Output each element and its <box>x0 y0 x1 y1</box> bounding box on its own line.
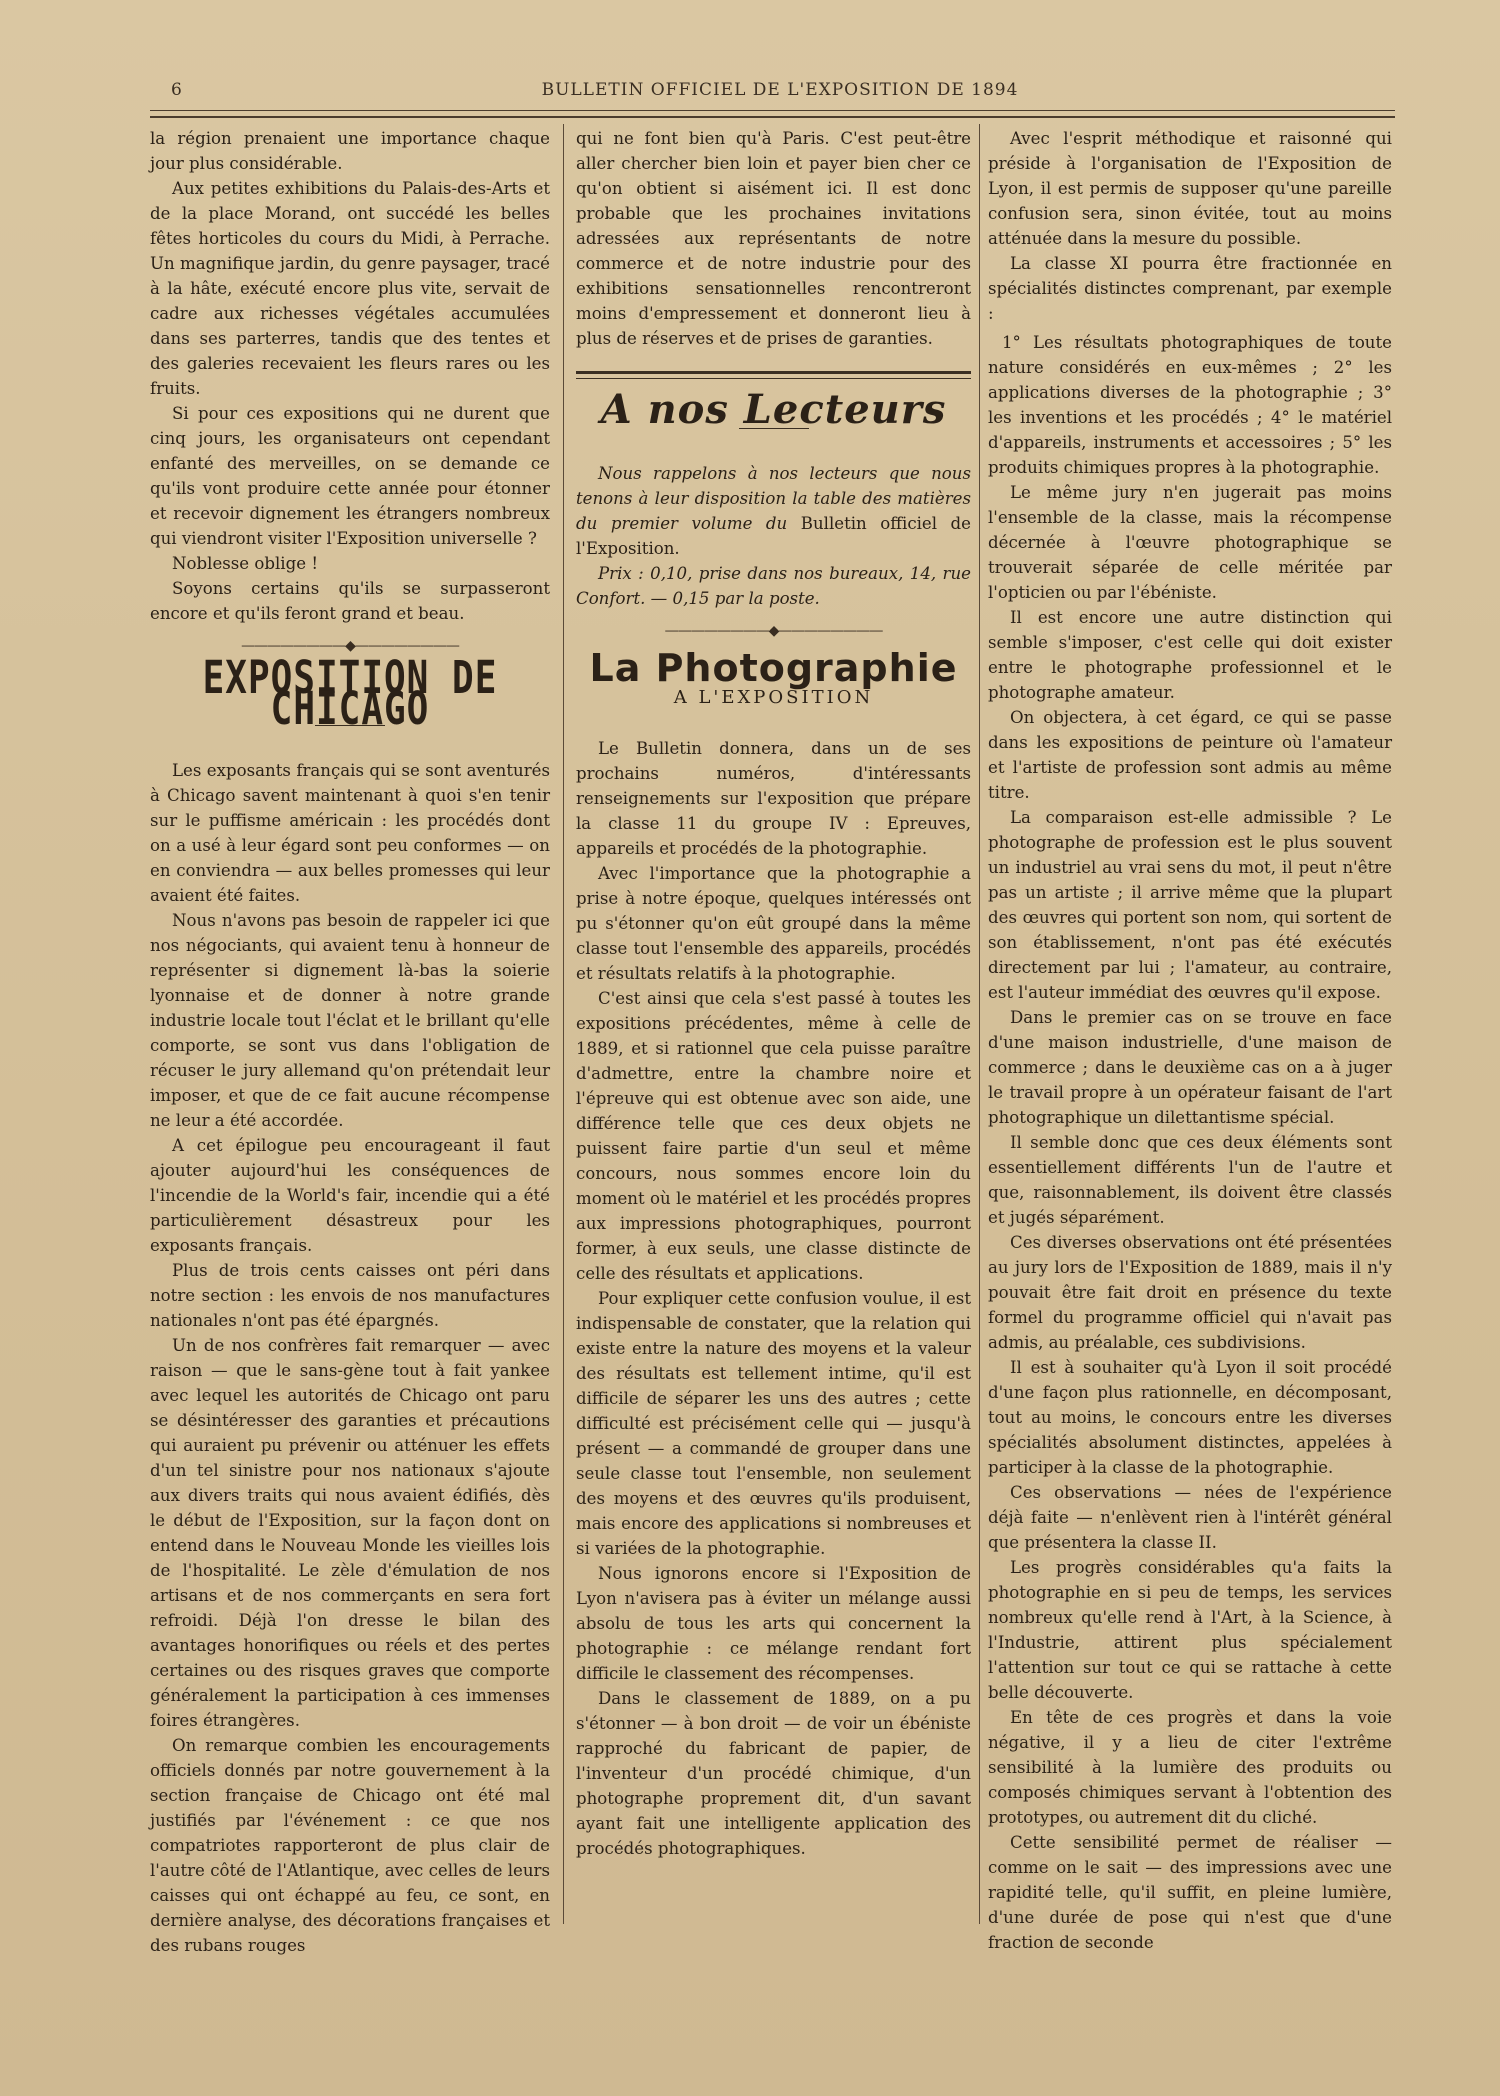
paragraph: Ces diverses observations ont été présentées au jury lors de l'Exposition de 1889, mais il n'y pouvait être fait droit en présence du texte formel du programme officiel qui n'avait pas admis, au préalable, ces subdivisions. <box>988 1233 1392 1352</box>
paragraph: Dans le classement de 1889, on a pu s'étonner — à bon droit — de voir un ébéniste rapproché du fabricant de papier, de l'inventeur d'un procédé chimique, d'un photographe proprement dit, d'un savant ayant fait une intelligente application des procédés photographiques. <box>576 1689 971 1858</box>
paragraph: Dans le premier cas on se trouve en face d'une maison industrielle, d'une maison de commerce ; dans le deuxième cas on a à juger le travail propre à un opérateur faisant de l'art photographique un dilettantisme spécial. <box>988 1008 1392 1127</box>
paragraph: Noblesse oblige ! <box>172 554 318 573</box>
running-title: BULLETIN OFFICIEL DE L'EXPOSITION DE 1894 <box>541 80 1019 100</box>
lecteurs-notice <box>576 461 971 611</box>
paragraph: Avec l'importance que la photographie a prise à notre époque, quelques intéressés ont pu s'étonner qu'on eût groupé dans la même classe tout l'ensemble des appareils, procédés et résultats relatifs à la photographie. <box>576 864 971 983</box>
paragraph: Aux petites exhibitions du Palais-des-Arts et de la place Morand, ont succédé les belles fêtes horticoles du cours du Midi, à Perrache. Un magnifique jardin, du genre paysager, tracé à la hâte, exécuté encore plus vite, servait de cadre aux richesses végétales accumulées dans ses parterres, tandis que des tentes et des galeries recevaient les fleurs rares ou les fruits. <box>150 179 550 398</box>
paragraph: Avec l'esprit méthodique et raisonné qui préside à l'organisation de l'Exposition de Lyon, il est permis de supposer qu'une pareille confusion sera, sinon évitée, tout au moins atténuée dans la mesure du possible. <box>988 129 1392 248</box>
paragraph: Un de nos confrères fait remarquer — avec raison — que le sans-gène tout à fait yankee avec lequel les autorités de Chicago ont paru se désintéresser des garanties et précautions qui auraient pu prévenir ou atténuer les effets d'un tel sinistre pour nos nationaux s'ajoute aux divers traits qui nous avaient édifiés, dès le début de l'Exposition, sur la façon dont on entend dans le Nouveau Monde les vieilles lois de l'hospitalité. Le zèle d'émulation de nos artisans et de nos commerçants en sera fort refroidi. Déjà l'on dresse le bilan des avantages honorifiques ou réels et des pertes certaines ou des risques graves que comporte généralement la participation à ces immenses foires étrangères. <box>150 1336 550 1730</box>
double-rule <box>576 371 971 379</box>
column-divider <box>563 124 564 1924</box>
paragraph: qui ne font bien qu'à Paris. C'est peut-être aller chercher bien loin et payer bien cher ce qu'on obtient si aisément ici. Il est donc probable que les prochaines invitations adressées aux représentants de notre commerce et de notre industrie pour des exhibitions sensationnelles rencontreront moins d'empressement et donneront lieu à plus de réserves et de prises de garanties. <box>576 129 971 348</box>
paragraph: On objectera, à cet égard, ce qui se passe dans les expositions de peinture où l'amateur et l'artiste de profession sont admis au même titre. <box>988 708 1392 802</box>
paragraph: Le Bulletin donnera, dans un de ses prochains numéros, d'intéressants renseignements sur l'exposition que prépare la classe 11 du groupe IV : Epreuves, appareils et procédés de la photographie. <box>576 739 971 858</box>
column-divider <box>979 124 980 1924</box>
paragraph: la région prenaient une importance chaque jour plus considérable. <box>150 129 550 173</box>
paragraph: Plus de trois cents caisses ont péri dans notre section : les envois de nos manufactures nationales n'ont pas été épargnés. <box>150 1261 550 1330</box>
lecteurs-heading: A nos Lecteurs <box>600 386 947 433</box>
chicago-heading: EXPOSITION DE CHICAGO <box>202 652 498 736</box>
paragraph: Le même jury n'en jugerait pas moins l'ensemble de la classe, mais la récompense décernée à l'œuvre photographique se trouverait séparée de celle méritée par l'opticien ou par l'ébéniste. <box>988 483 1392 602</box>
paragraph: A cet épilogue peu encourageant il faut ajouter aujourd'hui les conséquences de l'incendie de la World's fair, incendie qui a été particulièrement désastreux pour les exposants français. <box>150 1136 550 1255</box>
page-number: 6 <box>171 80 183 100</box>
header-rule <box>150 110 1395 111</box>
paragraph: La classe XI pourra être fractionnée en spécialités distinctes comprenant, par exemple : <box>988 254 1392 323</box>
photo-heading: La Photographie <box>589 646 958 690</box>
header-rule-thick <box>150 116 1395 118</box>
paragraph: La comparaison est-elle admissible ? Le photographe de profession est le plus souvent un industriel au vrai sens du mot, il peut n'être pas un artiste ; il arrive même que la plupart des œuvres qui portent son nom, qui sortent de son établissement, n'ont pas été exécutés directement par lui ; l'amateur, au contraire, est l'auteur immédiat des œuvres qu'il expose. <box>988 808 1392 1002</box>
paragraph: Les exposants français qui se sont aventurés à Chicago savent maintenant à quoi s'en tenir sur le puffisme américain : les procédés dont on a usé à leur égard sont peu conformes — on en conviendra — aux belles promesses qui leur avaient été faites. <box>150 761 550 905</box>
paragraph: Il semble donc que ces deux éléments sont essentiellement différents l'un de l'autre et que, raisonnablement, ils doivent être classés et jugés séparément. <box>988 1133 1392 1227</box>
paragraph: Si pour ces expositions qui ne durent que cinq jours, les organisateurs ont cependant enfanté des merveilles, on se demande ce qu'ils vont produire cette année pour étonner et recevoir dignement les étrangers nombreux qui viendront visiter l'Exposition universelle ? <box>150 404 550 548</box>
paragraph: C'est ainsi que cela s'est passé à toutes les expositions précédentes, même à celle de 1889, et si rationnel que cela puisse paraître d'admettre, entre la chambre noire et l'épreuve qui est obtenue avec son aide, une différence telle que ces deux objets ne puissent faire partie d'un seul et même concours, nous sommes encore loin du moment où le matériel et les procédés propres aux impressions photographiques, pourront former, à eux seuls, une classe distincte de celle des résultats et applications. <box>576 989 971 1283</box>
paragraph: Il est encore une autre distinction qui semble s'imposer, c'est celle qui doit exister entre le photographe professionnel et le photographe amateur. <box>988 608 1392 702</box>
paragraph: Ces observations — nées de l'expérience déjà faite — n'enlèvent rien à l'intérêt général que présentera la classe II. <box>988 1483 1392 1552</box>
list-paragraph: 1° Les résultats photographiques de toute nature considérés en eux-mêmes ; 2° les applications diverses de la photographie ; 3° les inventions et les procédés ; 4° le matériel d'appareils, instruments et accessoires ; 5° les produits chimiques propres à la photographie. <box>988 333 1392 477</box>
paragraph: Il est à souhaiter qu'à Lyon il soit procédé d'une façon plus rationnelle, en décomposant, tout au moins, le concours entre les diverses spécialités absolument distinctes, appelées à participer à la classe de la photographie. <box>988 1358 1392 1477</box>
lecteurs-text: Nous rappelons à nos lecteurs que nous tenons à leur disposition la table des matières du premier volume du <box>576 464 971 533</box>
lecteurs-price: Prix : 0,10, prise dans nos bureaux, 14, rue Confort. — 0,15 par la poste. <box>576 564 971 608</box>
paragraph: Pour expliquer cette confusion voulue, il est indispensable de constater, que la relation qui existe entre la nature des moyens et la valeur des résultats est tellement intime, qu'il est difficile de séparer les uns des autres ; cette difficulté est précisément celle qui — jusqu'à présent — a commandé de grouper dans une seule classe tout l'ensemble, non seulement des moyens et des œuvres qu'ils produisent, mais encore des applications si nombreuses et si variées de la photographie. <box>576 1289 971 1558</box>
ornament-divider: ————————◆———————— <box>241 638 459 654</box>
lecteurs-text-bulletin: Bulletin officiel de l'Exposition. <box>576 514 971 558</box>
paragraph: Soyons certains qu'ils se surpasseront encore et qu'ils feront grand et beau. <box>150 579 550 623</box>
photo-subheading: A L'EXPOSITION <box>673 687 874 708</box>
paragraph: Les progrès considérables qu'a faits la photographie en si peu de temps, les services nombreux qu'elle rend à l'Art, à la Science, à l'Industrie, attirent plus spécialement l'attention sur tout ce qui se rattache à cette belle découverte. <box>988 1558 1392 1702</box>
paragraph: En tête de ces progrès et dans la voie négative, il y a lieu de citer l'extrême sensibilité à la lumière des produits ou composés chimiques servant à l'obtention des prototypes, ou autrement dit du cliché. <box>988 1708 1392 1827</box>
paragraph: Nous n'avons pas besoin de rappeler ici que nos négociants, qui avaient tenu à honneur de représenter si dignement là-bas la soierie lyonnaise et de donner à notre grande industrie locale tout l'éclat et le brillant qu'elle comporte, se sont vus dans l'obligation de récuser le jury allemand qu'on prétendait leur imposer, et que de ce fait aucune récompense ne leur a été accordée. <box>150 911 550 1130</box>
column-3 <box>988 126 1392 1952</box>
paragraph: Cette sensibilité permet de réaliser — comme on le sait — des impressions avec une rapidité telle, qu'il suffit, en pleine lumière, d'une durée de pose qui n'est que d'une fraction de seconde <box>988 1833 1392 1952</box>
paragraph: On remarque combien les encouragements officiels donnés par notre gouvernement à la section française de Chicago ont été mal justifiés par l'événement : ce que nos compatriotes rapporteront de plus clair de l'autre côté de l'Atlantique, avec celles de leurs caisses qui ont échappé au feu, ce sont, en dernière analyse, des décorations françaises et des rubans rouges <box>150 1736 550 1955</box>
paragraph: Nous ignorons encore si l'Exposition de Lyon n'avisera pas à éviter un mélange aussi absolu de tous les arts qui concernent la photographie : ce mélange rendant fort difficile le classement des récompenses. <box>576 1564 971 1683</box>
ornament-divider: ————————◆———————— <box>664 623 883 639</box>
page-header <box>165 76 1395 106</box>
column-2 <box>576 126 971 1926</box>
column-1 <box>150 126 550 1955</box>
